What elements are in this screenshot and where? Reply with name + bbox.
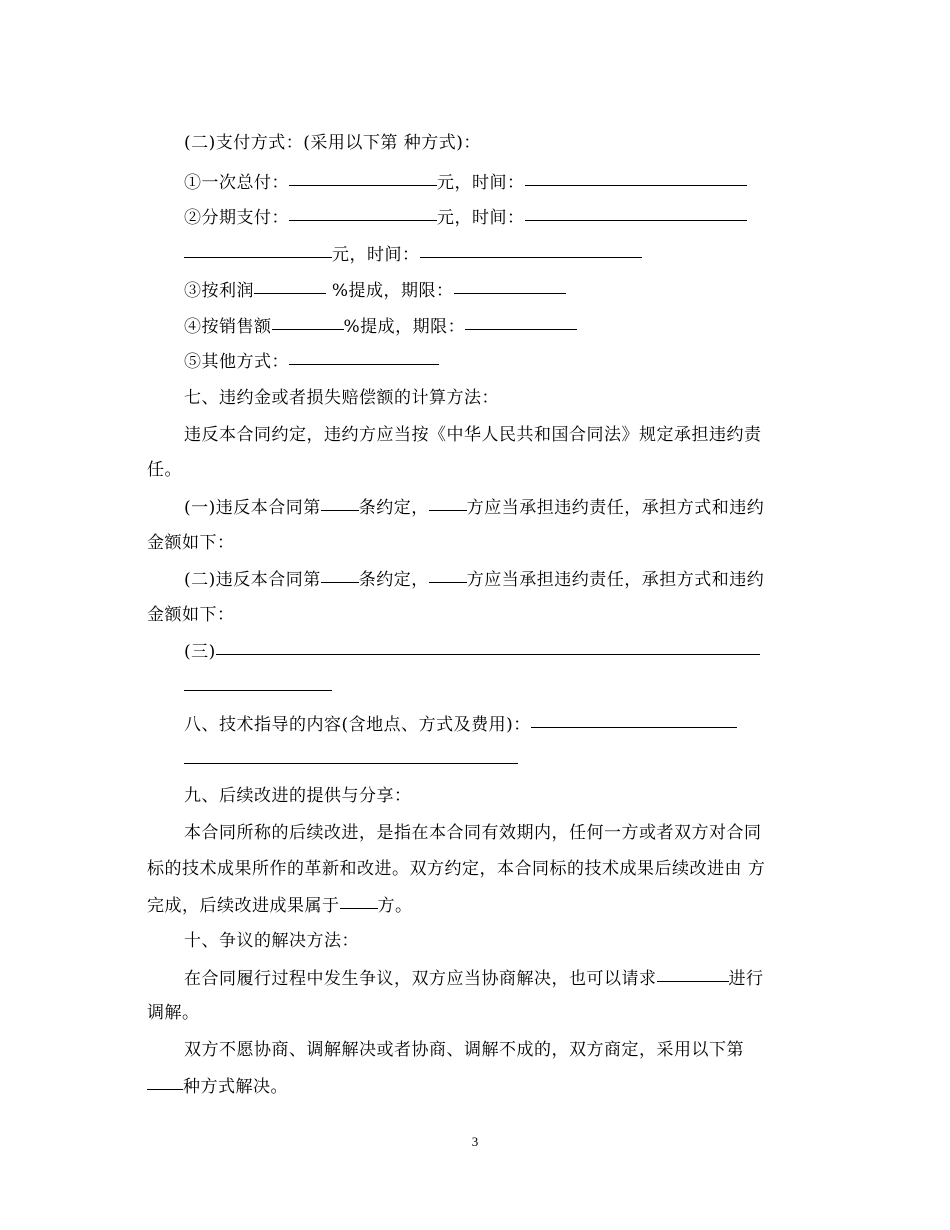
lump-sum-amount-blank[interactable] [289, 169, 437, 186]
breach-item-3-line-1: (三) [184, 640, 760, 663]
breach-item-1-line-1: (一)违反本合同第 条约定， 方应当承担违约责任，承担方式和违约 [184, 496, 764, 519]
breach-1-party-blank[interactable] [429, 494, 467, 511]
breach-3-continued-blank[interactable] [184, 674, 332, 691]
profit-rate-blank[interactable] [254, 277, 326, 294]
sales-commission-line: ④按销售额 %提成，期限： [184, 315, 577, 338]
lump-sum-payment-line: ①一次总付： 元，时间： [184, 171, 747, 194]
profit-term-blank[interactable] [454, 277, 566, 294]
breach-1-clause-blank[interactable] [321, 494, 359, 511]
section-8-line-1: 八、技术指导的内容(含地点、方式及费用)： [184, 713, 737, 736]
section-7-heading: 七、违约金或者损失赔偿额的计算方法： [184, 388, 499, 408]
breach-paragraph-line-1: 违反本合同约定，违约方应当按《中华人民共和国合同法》规定承担违约责 [184, 425, 762, 445]
installment-amount-blank[interactable] [289, 204, 437, 221]
section-9-heading: 九、后续改进的提供与分享： [184, 786, 412, 806]
other-method-line: ⑤其他方式： [184, 350, 439, 373]
sales-term-blank[interactable] [465, 313, 577, 330]
resolution-method-blank[interactable] [147, 1073, 183, 1090]
other-method-blank[interactable] [289, 348, 439, 365]
breach-item-3-line-2 [184, 676, 332, 699]
dispute-paragraph-line-1: 在合同履行过程中发生争议，双方应当协商解决，也可以请求 进行 [184, 967, 764, 990]
breach-paragraph-line-2: 任。 [147, 460, 182, 480]
installment-amount-2-blank[interactable] [184, 241, 332, 258]
dispute-resolution-line-1: 双方不愿协商、调解解决或者协商、调解不成的，双方商定，采用以下第 [184, 1040, 744, 1060]
breach-item-2-line-1: (二)违反本合同第 条约定， 方应当承担违约责任，承担方式和违约 [184, 568, 764, 591]
improvement-paragraph-line-1: 本合同所称的后续改进，是指在本合同有效期内，任何一方或者双方对合同 [184, 823, 762, 843]
mediator-blank[interactable] [657, 965, 729, 982]
page-number: 3 [471, 1134, 479, 1149]
installment-time-2-blank[interactable] [420, 241, 642, 258]
sales-rate-blank[interactable] [272, 313, 344, 330]
lump-sum-time-blank[interactable] [525, 169, 747, 186]
technical-guidance-continued-blank[interactable] [184, 747, 518, 764]
section-8-line-2 [184, 749, 518, 772]
installment-payment-line: ②分期支付： 元，时间： [184, 206, 747, 229]
improvement-owner-blank[interactable] [340, 892, 378, 909]
breach-item-1-line-2: 金额如下： [147, 533, 235, 553]
technical-guidance-blank[interactable] [531, 711, 737, 728]
improvement-paragraph-line-3: 完成，后续改进成果属于 方。 [147, 894, 413, 917]
installment-time-blank[interactable] [525, 204, 747, 221]
dispute-paragraph-line-2: 调解。 [147, 1003, 200, 1023]
improvement-paragraph-line-2: 标的技术成果所作的革新和改进。双方约定，本合同标的技术成果后续改进由 方 [147, 859, 766, 879]
installment-continued-line: 元，时间： [184, 243, 642, 266]
breach-2-clause-blank[interactable] [321, 566, 359, 583]
breach-item-2-line-2: 金额如下： [147, 605, 235, 625]
section-10-heading: 十、争议的解决方法： [184, 931, 359, 951]
dispute-resolution-line-2: 种方式解决。 [147, 1075, 288, 1098]
profit-commission-line: ③按利润 %提成，期限： [184, 279, 566, 302]
breach-3-blank[interactable] [216, 638, 760, 655]
payment-method-heading: (二)支付方式：(采用以下第 种方式)： [184, 133, 481, 153]
breach-2-party-blank[interactable] [429, 566, 467, 583]
